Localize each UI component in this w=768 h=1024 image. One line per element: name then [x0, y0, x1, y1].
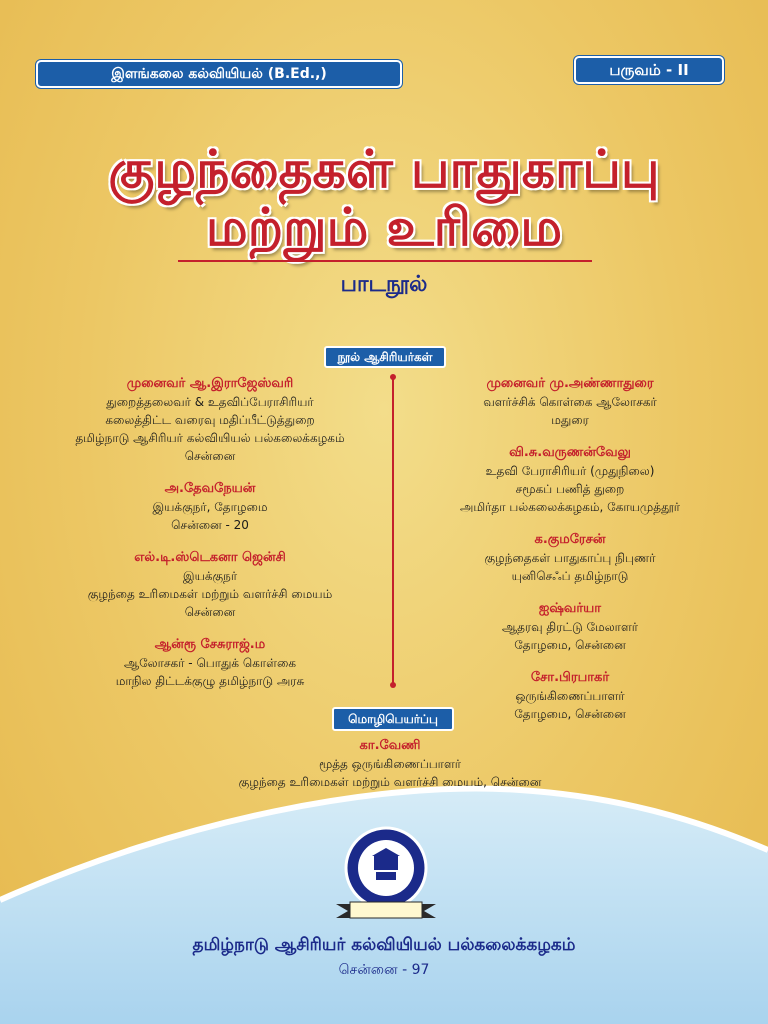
author-detail: ஒருங்கிணைப்பாளர் [515, 689, 625, 703]
book-title-line-1: குழந்தைகள் பாதுகாப்பு [108, 140, 660, 200]
author-detail: உதவி பேராசிரியர் (முதுநிலை) [485, 464, 655, 478]
book-title-line-2: மற்றும் உரிமை [205, 198, 563, 258]
author-detail: குழந்தை உரிமைகள் மற்றும் வளர்ச்சி மையம் [87, 587, 333, 601]
author-detail: தோழமை, சென்னை [514, 638, 626, 652]
book-subtitle: பாடநூல் [340, 272, 428, 297]
author-name: ஐஷ்வர்யா [538, 601, 602, 616]
author-entry [400, 530, 740, 585]
title-underline [178, 260, 592, 262]
semester-badge: பருவம் - II [574, 56, 724, 84]
author-detail: மதுரை [551, 413, 589, 427]
author-entry [400, 599, 740, 654]
author-detail: ஆதரவு திரட்டு மேலாளர் [501, 620, 639, 634]
authors-right-column [400, 374, 740, 737]
author-entry [40, 635, 380, 690]
author-entry [40, 479, 380, 534]
university-seal-icon [344, 826, 428, 910]
author-name: சோ.பிரபாகர் [530, 670, 610, 685]
publisher-city: சென்னை - 97 [338, 962, 430, 978]
author-detail: மாநில திட்டக்குழு தமிழ்நாடு அரசு [115, 674, 305, 688]
author-name: முனைவர் ஆ.இராஜேஸ்வரி [126, 376, 294, 391]
author-detail: கலைத்திட்ட வரைவு மதிப்பீட்டுத்துறை [105, 413, 315, 427]
author-entry [40, 548, 380, 621]
translator-detail: குழந்தை உரிமைகள் மற்றும் வளர்ச்சி மையம், சென்னை [238, 775, 542, 789]
translator-name: கா.வேணி [359, 738, 421, 753]
authors-left-column [40, 374, 380, 704]
author-name: ஆன்ரூ சேசுராஜ்.ம [154, 637, 266, 652]
author-detail: இயக்குநர், தோழமை [152, 500, 268, 514]
author-name: முனைவர் மு.அண்ணாதுரை [486, 376, 654, 391]
author-detail: சென்னை [184, 605, 236, 619]
author-name: அ.தேவநேயன் [164, 481, 256, 496]
column-divider [392, 378, 394, 684]
author-detail: யுனிசெஃப் தமிழ்நாடு [511, 569, 629, 583]
author-detail: இயக்குநர் [182, 569, 238, 583]
translation-heading: மொழிபெயர்ப்பு [332, 707, 454, 731]
author-name: எல்.டி.ஸ்டெகனா ஜென்சி [134, 550, 286, 565]
author-detail: குழந்தைகள் பாதுகாப்பு நிபுணர் [484, 551, 656, 565]
publisher-name: தமிழ்நாடு ஆசிரியர் கல்வியியல் பல்கலைக்கழகம் [192, 935, 576, 955]
author-detail: சமூகப் பணித் துறை [515, 482, 625, 496]
author-detail: வளர்ச்சிக் கொள்கை ஆலோசகர் [483, 395, 657, 409]
author-name: க.குமரேசன் [534, 532, 606, 547]
author-detail: சென்னை - 20 [171, 518, 249, 532]
author-detail: சென்னை [184, 449, 236, 463]
translator-detail: மூத்த ஒருங்கிணைப்பாளர் [318, 757, 462, 771]
seal-ribbon-icon [336, 900, 436, 922]
author-detail: ஆலோசகர் - பொதுக் கொள்கை [123, 656, 297, 670]
author-detail: துறைத்தலைவர் & உதவிப்பேராசிரியர் [106, 395, 314, 409]
author-detail: தமிழ்நாடு ஆசிரியர் கல்வியியல் பல்கலைக்கழகம் [75, 431, 345, 445]
authors-heading: நூல் ஆசிரியர்கள் [324, 346, 446, 368]
author-entry [400, 374, 740, 429]
author-name: வி.சு.வருணன்வேலு [509, 445, 631, 460]
author-detail: அமிர்தா பல்கலைக்கழகம், கோயமுத்தூர் [460, 500, 680, 514]
author-entry [40, 374, 380, 465]
author-entry [400, 443, 740, 516]
translator-entry [180, 736, 600, 791]
program-badge: இளங்கலை கல்வியியல் (B.Ed.,) [36, 60, 402, 88]
author-detail: தோழமை, சென்னை [514, 707, 626, 721]
